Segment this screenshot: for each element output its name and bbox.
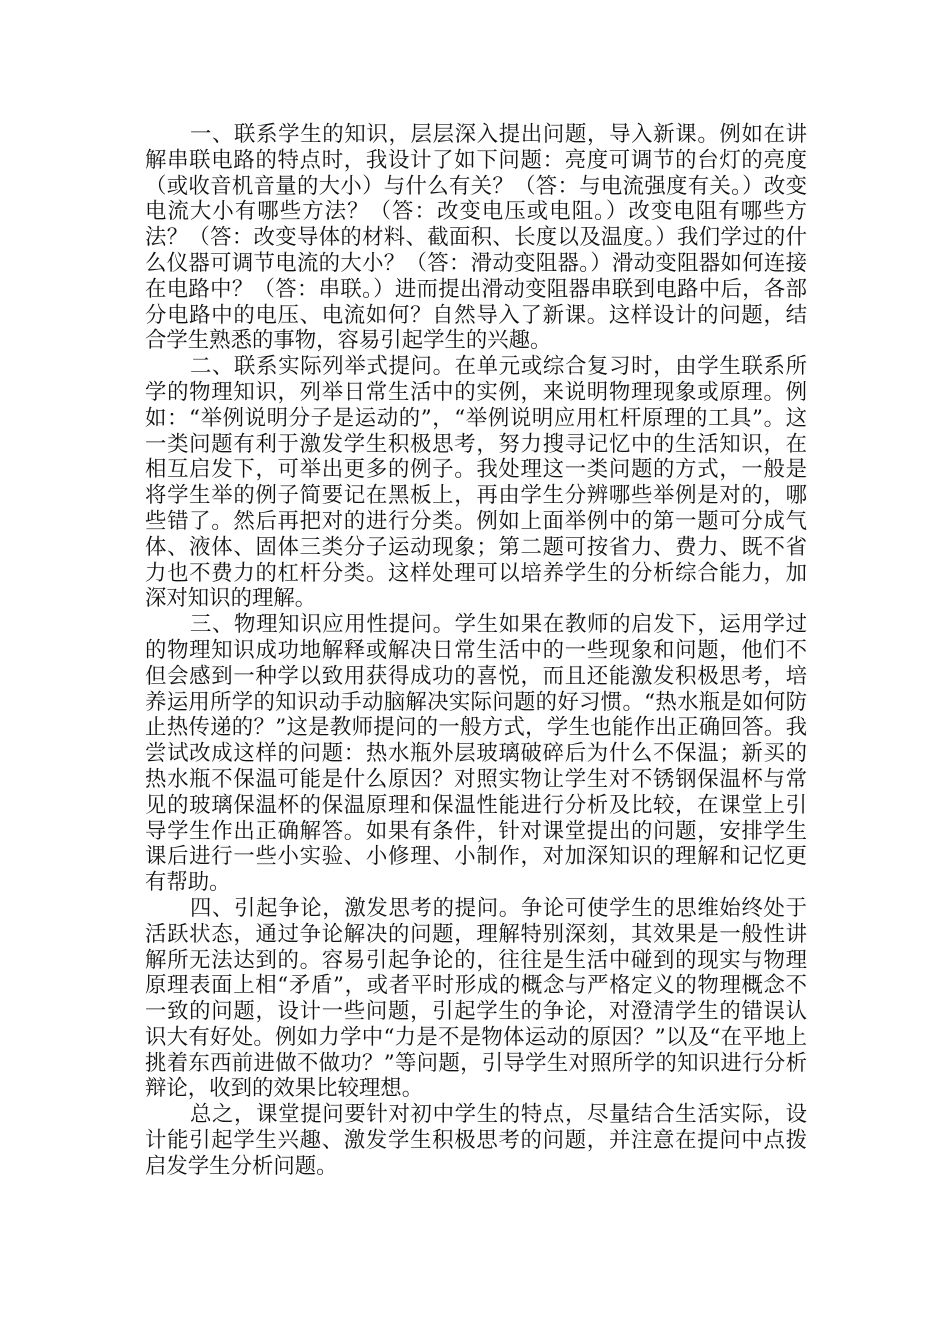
paragraph-2: 二、联系实际列举式提问。在单元或综合复习时，由学生联系所学的物理知识，列举日常生活中的实例，来说明物理现象或原理。例如：“举例说明分子是运动的”，“举例说明应用杠杆原理的工具”。这一类问题有利于激发学生积极思考，努力搜寻记忆中的生活知识，在相互启发下，可举出更多的例子。我处理这一类问题的方式，一般是将学生举的例子简要记在黑板上，再由学生分辨哪些举例是对的，哪些错了。然后再把对的进行分类。例如上面举例中的第一题可分成气体、液体、固体三类分子运动现象；第二题可按省力、费力、既不省力也不费力的杠杆分类。这样处理可以培养学生的分析综合能力，加深对知识的理解。 [145,354,807,612]
paragraph-1: 一、联系学生的知识，层层深入提出问题，导入新课。例如在讲解串联电路的特点时，我设计了如下问题：亮度可调节的台灯的亮度（或收音机音量的大小）与什么有关？（答：与电流强度有关。）改变电流大小有哪些方法？（答：改变电压或电阻。）改变电阻有哪些方法？（答：改变导体的材料、截面积、长度以及温度。）我们学过的什么仪器可调节电流的大小？（答：滑动变阻器。）滑动变阻器如何连接在电路中？（答：串联。）进而提出滑动变阻器串联到电路中后，各部分电路中的电压、电流如何？自然导入了新课。这样设计的问题，结合学生熟悉的事物，容易引起学生的兴趣。 [145,122,807,354]
document-body [145,122,807,1180]
paragraph-5: 总之，课堂提问要针对初中学生的特点，尽量结合生活实际，设计能引起学生兴趣、激发学生积极思考的问题，并注意在提问中点拨启发学生分析问题。 [145,1102,807,1179]
paragraph-3: 三、物理知识应用性提问。学生如果在教师的启发下，运用学过的物理知识成功地解释或解决日常生活中的一些现象和问题，他们不但会感到一种学以致用获得成功的喜悦，而且还能激发积极思考，培养运用所学的知识动手动脑解决实际问题的好习惯。“热水瓶是如何防止热传递的？”这是教师提问的一般方式，学生也能作出正确回答。我尝试改成这样的问题：热水瓶外层玻璃破碎后为什么不保温；新买的热水瓶不保温可能是什么原因？对照实物让学生对不锈钢保温杯与常见的玻璃保温杯的保温原理和保温性能进行分析及比较，在课堂上引导学生作出正确解答。如果有条件，针对课堂提出的问题，安排学生课后进行一些小实验、小修理、小制作，对加深知识的理解和记忆更有帮助。 [145,612,807,896]
paragraph-4: 四、引起争论，激发思考的提问。争论可使学生的思维始终处于活跃状态，通过争论解决的问题，理解特别深刻，其效果是一般性讲解所无法达到的。容易引起争论的，往往是生活中碰到的现实与物理原理表面上相“矛盾”，或者平时形成的概念与严格定义的物理概念不一致的问题，设计一些问题，引起学生的争论，对澄清学生的错误认识大有好处。例如力学中“力是不是物体运动的原因？”以及“在平地上挑着东西前进做不做功？”等问题，引导学生对照所学的知识进行分析辩论，收到的效果比较理想。 [145,895,807,1102]
